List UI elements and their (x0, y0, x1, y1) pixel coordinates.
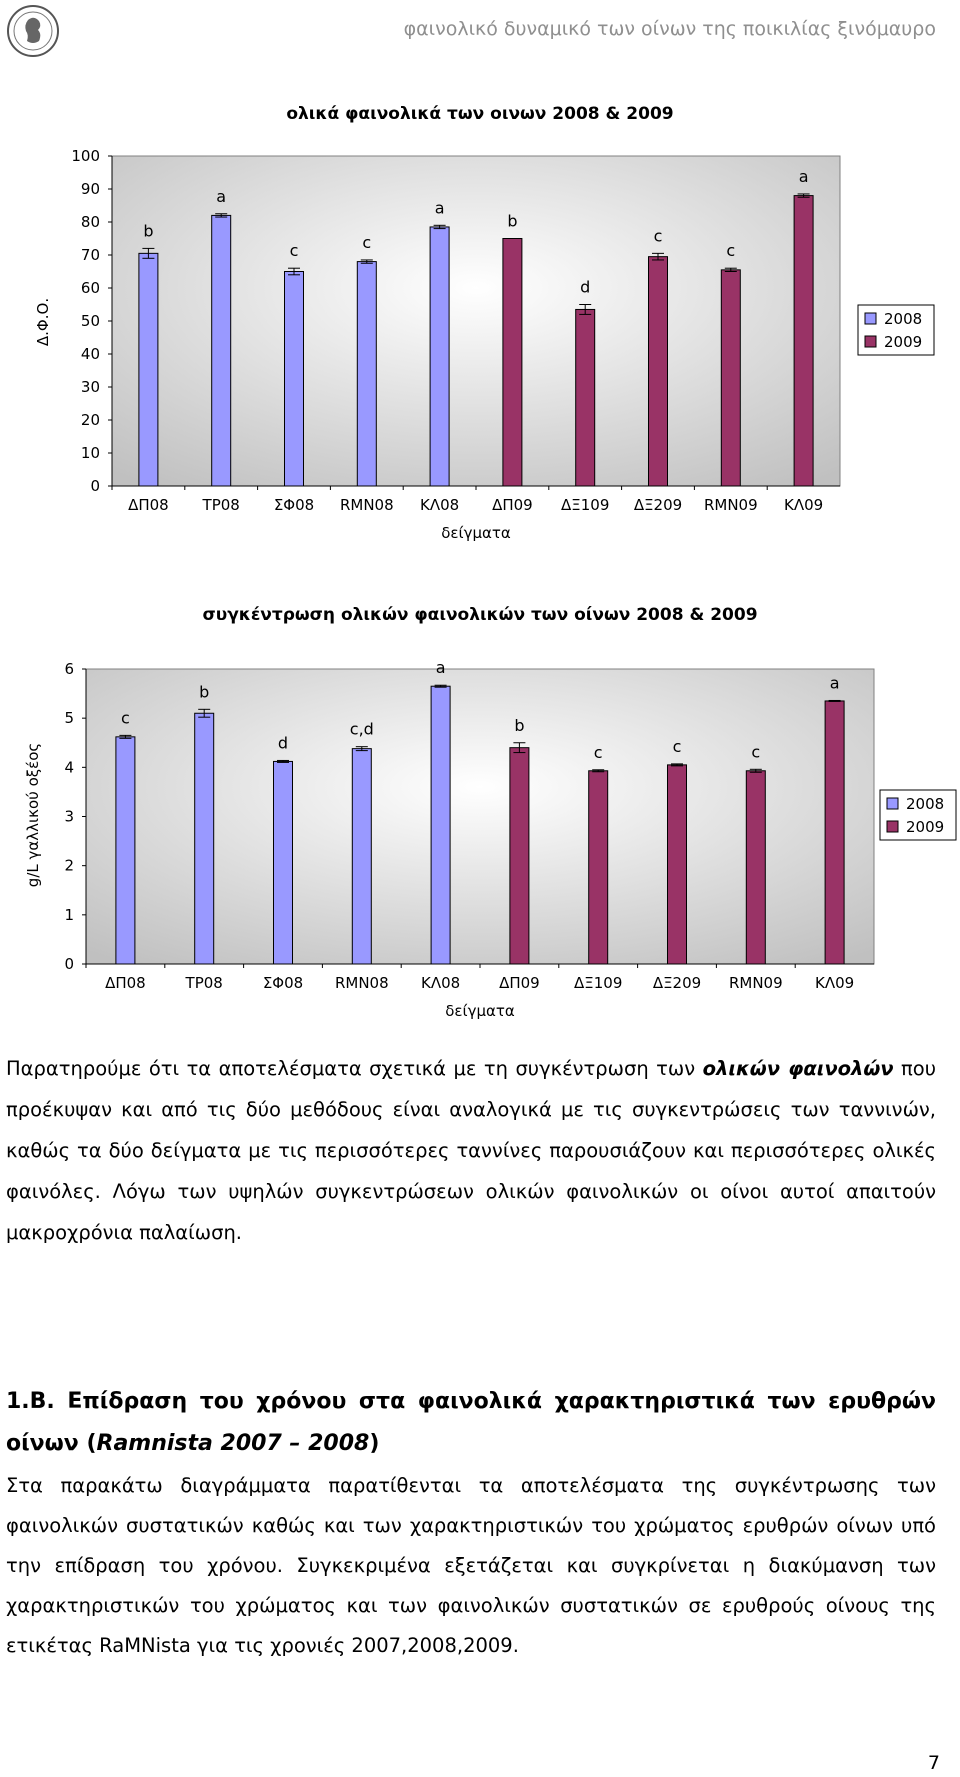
x-tick-label: ΚΛ08 (421, 974, 461, 992)
x-tick-label: RMN09 (703, 496, 758, 514)
bar-2009 (510, 748, 529, 964)
y-tick-label: 10 (80, 444, 100, 462)
y-tick-label: 6 (64, 660, 74, 678)
bar-2009 (503, 239, 522, 487)
heading-text: 1.Β. Επίδραση του χρόνου στα φαινολικά χαρακτηριστικά των ερυθρών οίνων ( (6, 1389, 936, 1456)
bar-2009 (746, 771, 765, 964)
running-title: φαινολικό δυναμικό των οίνων της ποικιλίας ξινόμαυρο (403, 18, 936, 40)
heading-emphasis: Ramnista 2007 – 2008 (96, 1431, 370, 1456)
heading-text: ) (369, 1431, 380, 1456)
bar-2008 (357, 262, 376, 486)
chart-title: ολικά φαινολικά των οινων 2008 & 2009 (286, 104, 674, 124)
y-tick-label: 0 (90, 477, 100, 495)
legend-swatch (865, 313, 876, 324)
bar-2008 (139, 253, 158, 486)
bar-2009 (721, 270, 740, 486)
significance-label: c (726, 241, 736, 261)
emphasis-text: ολικών φαινολών (702, 1057, 894, 1080)
significance-label: b (514, 715, 525, 735)
x-tick-label: RMN09 (728, 974, 783, 992)
x-tick-label: ΔΞ209 (633, 496, 683, 514)
y-tick-label: 100 (71, 147, 100, 165)
bar-2008 (352, 749, 371, 964)
bar-2008 (285, 272, 304, 487)
x-tick-label: ΣΦ08 (262, 974, 304, 992)
page-header (0, 0, 960, 64)
significance-label: c (672, 736, 682, 756)
y-tick-label: 2 (64, 856, 74, 875)
significance-label: a (434, 198, 445, 218)
y-tick-label: 70 (80, 246, 100, 264)
y-tick-label: 5 (64, 709, 74, 728)
bar-2009 (794, 196, 813, 486)
significance-label: b (507, 211, 518, 231)
significance-label: a (829, 673, 840, 693)
significance-label: c (121, 708, 130, 728)
legend-label: 2008 (906, 795, 945, 813)
y-tick-label: 1 (64, 905, 74, 924)
x-tick-label: ΤΡ08 (185, 974, 223, 992)
y-tick-label: 90 (80, 180, 100, 198)
significance-label: b (143, 221, 154, 241)
x-tick-label: ΣΦ08 (273, 496, 315, 514)
bar-2008 (116, 737, 135, 964)
significance-label: a (435, 658, 446, 678)
x-axis-label: δείγματα (445, 1002, 515, 1020)
y-tick-label: 0 (64, 955, 74, 973)
y-axis-label: Δ.Φ.Ο. (34, 297, 52, 347)
bar-2008 (431, 686, 450, 964)
legend-swatch (865, 336, 876, 347)
x-tick-label: ΔΞ209 (652, 974, 702, 992)
significance-label: c (653, 226, 663, 246)
y-tick-label: 50 (80, 312, 100, 330)
x-axis-label: δείγματα (441, 524, 511, 542)
x-tick-label: RMN08 (334, 974, 389, 992)
section-heading (6, 1381, 936, 1465)
chart-svg (0, 104, 960, 554)
x-tick-label: ΔΠ09 (492, 496, 533, 514)
legend-label: 2009 (906, 818, 945, 836)
x-tick-label: RMN08 (339, 496, 394, 514)
section-body: Στα παρακάτω διαγράμματα παρατίθενται τα αποτελέσματα της συγκέντρωσης των φαινολικών συστατικών καθώς και των χαρακτηριστικών του χρώματος ερυθρών οίνων υπό την επίδραση του χρόνου. Συγκεκριμένα εξετάζεται και συγκρίνεται η διακύμανση των χαρακτηριστικών του χρώματος και των φαινολικών συστατικών σε ερυθρούς οίνους της ετικέτας RaMNista για τις χρονιές 2007,2008,2009. (6, 1474, 936, 1657)
bar-2008 (195, 713, 214, 964)
x-tick-label: ΔΠ08 (105, 974, 146, 992)
y-tick-label: 60 (80, 279, 100, 297)
y-tick-label: 3 (64, 807, 74, 826)
x-tick-label: ΔΠ08 (128, 496, 169, 514)
x-tick-label: ΔΞ109 (561, 496, 610, 514)
bar-2008 (212, 215, 231, 486)
significance-label: c (362, 232, 372, 252)
y-tick-label: 4 (64, 758, 74, 777)
legend-label: 2009 (884, 333, 923, 351)
chart-phenolics-concentration (0, 605, 960, 1030)
chart-svg (0, 605, 960, 1030)
x-tick-label: ΚΛ09 (784, 496, 824, 514)
legend-swatch (887, 821, 898, 832)
paragraph-text: που προέκυψαν και από τις δύο μεθόδους είναι αναλογικά με τις συγκεντρώσεις των ταννινών, καθώς τα δύο δείγματα με τις περισσότερες ταννίνες παρουσιάζουν και περισσότερες ολικές φαινόλες. Λόγω των υψηλών συγκεντρώσεων ολικών φαινολικών οι οίνοι αυτοί απαιτούν μακροχρόνια παλαίωση. (6, 1057, 936, 1244)
significance-label: c (289, 241, 299, 261)
y-tick-label: 20 (80, 411, 100, 429)
significance-label: c (593, 742, 603, 762)
significance-label: c,d (349, 719, 374, 739)
significance-label: d (277, 733, 289, 753)
bar-2009 (668, 765, 687, 964)
paragraph-text: Παρατηρούμε ότι τα αποτελέσματα σχετικά με τη συγκέντρωση των (6, 1057, 703, 1080)
bar-2008 (274, 761, 293, 964)
x-tick-label: ΚΛ09 (815, 974, 855, 992)
y-tick-label: 30 (80, 378, 100, 396)
legend-swatch (887, 798, 898, 809)
bar-2009 (825, 701, 844, 964)
x-tick-label: ΔΠ09 (499, 974, 540, 992)
y-tick-label: 80 (80, 213, 100, 231)
x-tick-label: ΤΡ08 (202, 496, 240, 514)
x-tick-label: ΚΛ08 (420, 496, 460, 514)
bar-2009 (649, 257, 668, 486)
chart-title: συγκέντρωση ολικών φαινολικών των οίνων 2008 & 2009 (202, 605, 758, 625)
bar-2009 (576, 309, 595, 486)
significance-label: c (751, 742, 761, 762)
significance-label: d (580, 277, 591, 297)
significance-label: a (216, 186, 227, 206)
university-seal-icon (6, 4, 60, 58)
significance-label: b (199, 682, 210, 702)
page-number: 7 (927, 1752, 940, 1774)
legend-label: 2008 (884, 310, 923, 328)
bar-2009 (589, 771, 608, 964)
x-tick-label: ΔΞ109 (574, 974, 623, 992)
results-paragraph (6, 1048, 936, 1253)
bar-2008 (430, 227, 449, 486)
y-axis-label: g/L γαλλικού οξέος (24, 742, 42, 888)
chart-total-phenolics (0, 104, 960, 554)
significance-label: a (798, 166, 809, 186)
y-tick-label: 40 (80, 345, 100, 363)
